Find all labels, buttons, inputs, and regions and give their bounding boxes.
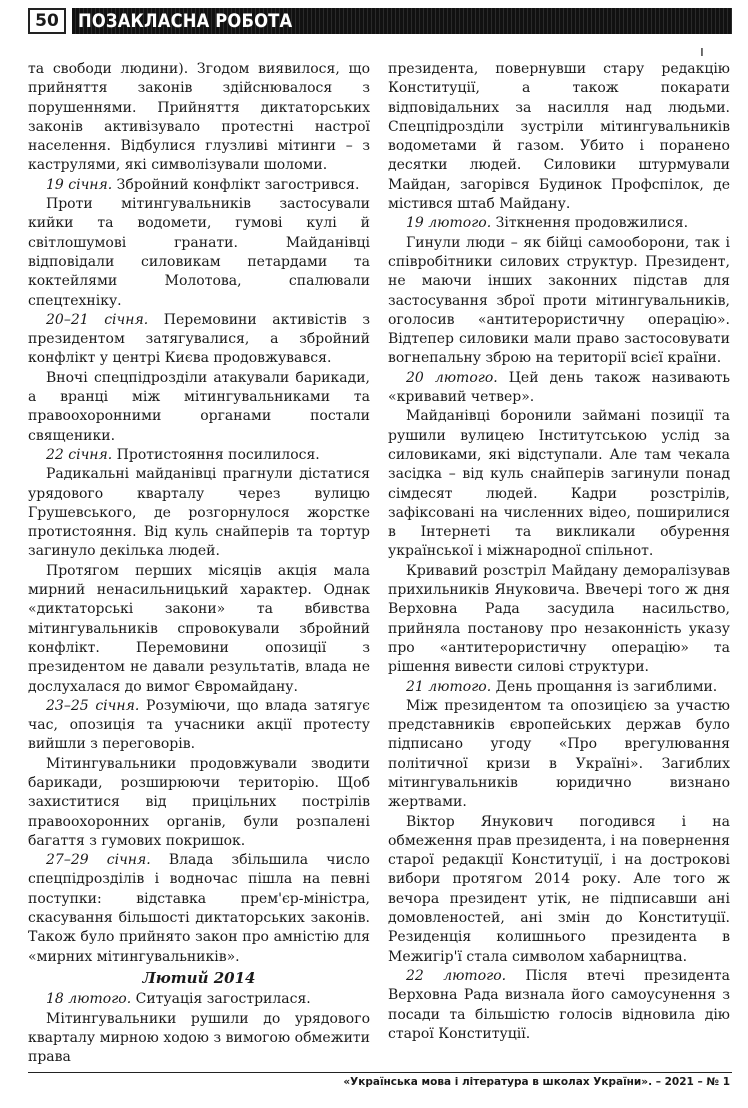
date-label: 19 січня. [46,176,113,193]
footer-rule [28,1072,732,1073]
paragraph-text: Перемовини активістів з президентом затягувалися, а збройний конфлікт у центрі Києва продовжувався. [28,311,370,367]
page-number: 50 [28,8,66,34]
date-label: 20 лютого. [406,369,498,386]
section-title: ПОЗАКЛАСНА РОБОТА [78,10,293,32]
paragraph: Радикальні майданівці прагнули дістатися урядового кварталу через вулицю Грушевського, де розгорнулося жорстке протистояння. Від куль снайперів та тортур загинуло декілька людей. [28,466,370,560]
date-label: 20–21 січня. [46,311,149,328]
date-label: 22 січня. [46,446,113,463]
dated-paragraph [388,678,730,697]
date-label: 27–29 січня. [46,852,151,869]
paragraph: Проти мітингувальників застосували кийки та водомети, гумові кулі й світлошумові гранати. Майданівці відповідали силовикам петардами та коктейлями Молотова, спалювали спецтехніку. [28,196,370,309]
dated-paragraph [388,214,730,233]
margin-mark: ı [700,44,704,60]
paragraph: Віктор Янукович погодився і на обмеження прав президента, і на повернення старої редакції Конституції, і на дострокові вибори протягом 2014 року. Але того ж вечора президент утік, не підписавши ані домовленостей, ані змін до Конституції. Резиденція колишнього президента в Межигір'ї стала символом хабарництва. [388,813,730,965]
paragraph: Майданівці боронили займані позиції та рушили вулицею Інститутською услід за силовиками, які відступали. Але там чекала засідка – від куль снайперів загинули понад сімдесят людей. Кадри розстрілів, зафіксовані на численних відео, поширилися в Інтернеті та викликали обурення української і міжнародної спільнот. [388,408,730,560]
footer-citation: «Українська мова і література в школах України». – 2021 – № 1 [343,1076,730,1088]
dated-paragraph [388,967,730,1044]
paragraph-text: Цей день також називають «кривавий четвер». [388,369,730,406]
date-label: 22 лютого. [406,967,507,984]
right-column [388,60,730,1044]
section-header-bar [72,8,732,34]
paragraph-text: Влада збільшила число спецпідрозділів і водночас пішла на певні поступки: відставка прем'єр-міністра, скасування більшості диктаторських законів. Також було прийнято закон про амністію для «мирних мітингувальників». [28,852,370,965]
dated-paragraph [28,446,370,465]
subsection-heading: Лютий 2014 [142,968,256,987]
paragraph: Кривавий розстріл Майдану деморалізував прихильників Януковича. Ввечері того ж дня Верховна Рада засудила насильство, прийняла постанову про незаконність указу про «антитерористичну операцію» та рішення вивести силові структури. [388,562,730,676]
paragraph-text: Ситуація загострилася. [131,991,311,1008]
date-label: 19 лютого. [406,215,492,232]
paragraph-continued: президента, повернувши стару редакцію Конституції, а також покарати відповідальних за насилля над людьми. Спецпідрозділи зустріли мітингувальників водометами й газом. Убито і поранено десятки людей. Силовики штурмували Майдан, загорівся Будинок Профспілок, де містився штаб Майдану. [388,61,730,213]
left-column [28,60,370,1067]
paragraph-text: День прощання із загиблими. [491,678,718,695]
paragraph: Гинули люди – як бійці самооборони, так і співробітники силових структур. Президент, не маючи інших законних підстав для застосування зброї проти мітингувальників, оголосив «антитерористичну операцію». Відтепер силовики мали право застосовувати вогнепальну зброю на території всієї країни. [388,234,730,367]
paragraph-text: Збройний конфлікт загострився. [112,176,360,193]
paragraph-text: Після втечі президента Верховна Рада визнала його самоусунення з посади та більшістю голосів відновила дію старої Конституції. [388,967,730,1042]
paragraph: Мітингувальники рушили до урядового кварталу мирною ходою з вимогою обмежити права [28,1010,370,1066]
dated-paragraph [28,176,370,195]
paragraph: Мітингувальники продовжували зводити барикади, розширюючи територію. Щоб захиститися від прицільних пострілів правоохоронних органів, були розпалені багаття з гумових покришок. [28,755,370,849]
paragraph: Вночі спецпідрозділи атакували барикади, а вранці між мітингувальниками та правоохоронними органами постали священики. [28,369,370,444]
dated-paragraph [28,851,370,967]
dated-paragraph [28,990,370,1009]
dated-paragraph [28,697,370,755]
dated-paragraph [28,311,370,369]
paragraph-continued: та свободи людини). Згодом виявилося, що прийняття законів здійснювалося з порушеннями. Прийняття диктаторських законів активізувало протестні настрої населення. Відбулися глузливі мітинги – з каструлями, які символізували шоломи. [28,61,370,174]
date-label: 23–25 січня. [46,697,140,714]
paragraph-text: Розуміючи, що влада затягує час, опозиція та учасники акції протесту вийшли з переговорів. [28,697,370,753]
paragraph-text: Протистояння посилилося. [112,446,320,463]
date-label: 21 лютого. [406,678,492,695]
paragraph-text: Зіткнення продовжилися. [491,215,689,232]
dated-paragraph [388,369,730,408]
paragraph: Між президентом та опозицією за участю представників європейських держав було підписано угоду «Про врегулювання політичної кризи в Україні». Загиблих мітингувальників юридично визнано жертвами. [388,697,730,811]
date-label: 18 лютого. [46,991,132,1008]
paragraph: Протягом перших місяців акція мала мирний ненасильницький характер. Однак «диктаторські закони» та вбивства мітингувальників спровокували збройний конфлікт. Перемовини опозиції з президентом не давали результатів, влада не дослухалася до вимог Євромайдану. [28,562,370,695]
